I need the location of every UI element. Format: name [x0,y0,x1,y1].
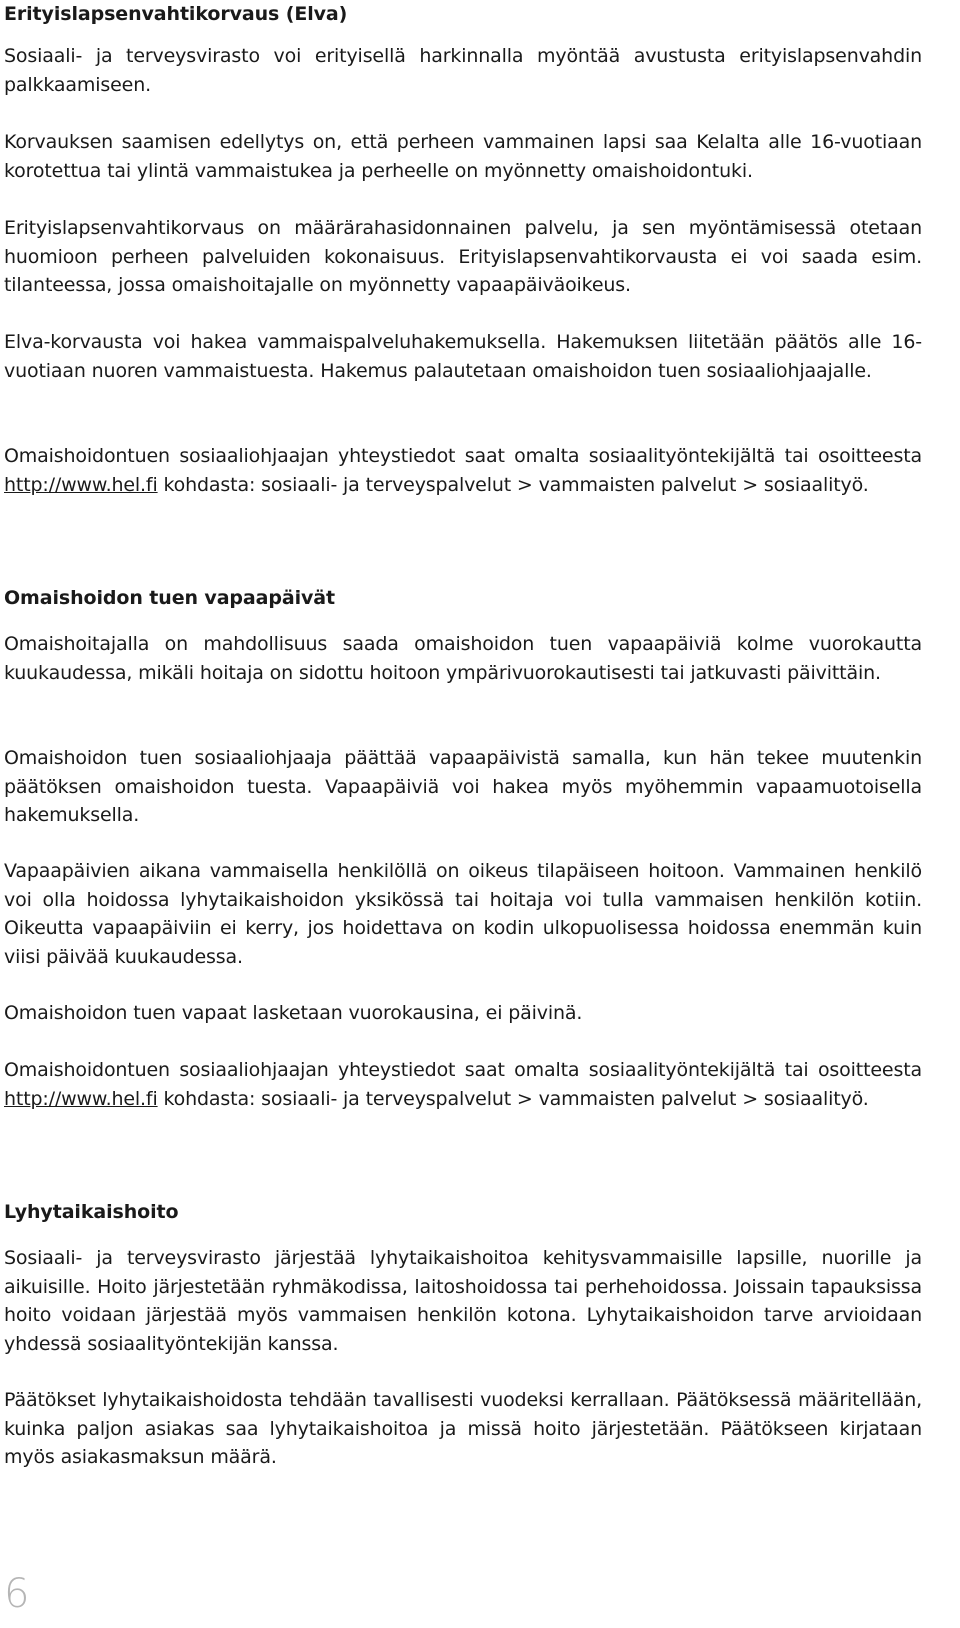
page-number: 6 [4,1571,30,1617]
paragraph: Omaishoidon tuen vapaat lasketaan vuorokausina, ei päivinä. [4,1002,583,1024]
paragraph: Sosiaali- ja terveysvirasto järjestää lyhytaikaishoitoa kehitysvammaisille lapsille, nuorille ja aikuisille. Hoito järjestetään ryhmäkodissa, laitoshoidossa tai perhehoidossa. Joissain tapauksissa hoito voidaan järjestää myös vammaisen henkilön kotona. Lyhytaikaishoidon tarve arvioidaan yhdessä sosiaalityöntekijän kanssa. [4,1247,922,1355]
section-heading-vapaapaivat: Omaishoidon tuen vapaapäivät [4,587,335,609]
section-heading-elva: Erityislapsenvahtikorvaus (Elva) [4,3,348,25]
hel-fi-link[interactable]: http://www.hel.fi [4,1087,158,1110]
paragraph: Elva-korvausta voi hakea vammaispalveluhakemuksella. Hakemuksen liitetään päätös alle 16-vuotiaan nuoren vammaistuesta. Hakemus palautetaan omaishoidon tuen sosiaaliohjaajalle. [4,331,922,382]
paragraph: Omaishoidon tuen sosiaaliohjaaja päättää vapaapäivistä samalla, kun hän tekee muutenkin päätöksen omaishoidon tuesta. Vapaapäiviä voi hakea myös myöhemmin vapaamuotoisella hakemuksella. [4,747,922,826]
contact-paragraph [4,1056,922,1113]
paragraph: Vapaapäivien aikana vammaisella henkilöllä on oikeus tilapäiseen hoitoon. Vammainen henkilö voi olla hoidossa lyhytaikaishoidon yksikössä tai hoitaja voi tulla vammaisen henkilön kotiin. Oikeutta vapaapäiviin ei kerry, jos hoidettava on kodin ulkopuolisessa hoidossa enemmän kuin viisi päivää kuukaudessa. [4,860,922,968]
hel-fi-link[interactable]: http://www.hel.fi [4,473,158,496]
paragraph: Omaishoitajalla on mahdollisuus saada omaishoidon tuen vapaapäiviä kolme vuorokautta kuukaudessa, mikäli hoitaja on sidottu hoitoon ympärivuorokautisesti tai jatkuvasti päivittäin. [4,633,922,684]
paragraph: Sosiaali- ja terveysvirasto voi erityisellä harkinnalla myöntää avustusta erityislapsenvahdin palkkaamiseen. [4,45,922,96]
paragraph: Erityislapsenvahtikorvaus on määrärahasidonnainen palvelu, ja sen myöntämisessä otetaan huomioon perheen palveluiden kokonaisuus. Erityislapsenvahtikorvausta ei voi saada esim. tilanteessa, jossa omaishoitajalle on myönnetty vapaapäiväoikeus. [4,217,922,296]
contact-text: kohdasta: sosiaali- ja terveyspalvelut > vammaisten palvelut > sosiaalityö. [157,1087,869,1110]
contact-text: kohdasta: sosiaali- ja terveyspalvelut > vammaisten palvelut > sosiaalityö. [157,473,869,496]
contact-text: Omaishoidontuen sosiaaliohjaajan yhteystiedot saat omalta sosiaalityöntekijältä tai osoitteesta [4,445,922,467]
paragraph: Korvauksen saamisen edellytys on, että perheen vammainen lapsi saa Kelalta alle 16-vuotiaan korotettua tai ylintä vammaistukea ja perheelle on myönnetty omaishoidontuki. [4,131,922,182]
contact-text: Omaishoidontuen sosiaaliohjaajan yhteystiedot saat omalta sosiaalityöntekijältä tai osoitteesta [4,1059,922,1081]
contact-paragraph [4,442,922,499]
paragraph: Päätökset lyhytaikaishoidosta tehdään tavallisesti vuodeksi kerrallaan. Päätöksessä määritellään, kuinka paljon asiakas saa lyhytaikaishoitoa ja missä hoito järjestetään. Päätökseen kirjataan myös asiakasmaksun määrä. [4,1389,922,1468]
section-heading-lyhytaikaishoito: Lyhytaikaishoito [4,1201,179,1223]
